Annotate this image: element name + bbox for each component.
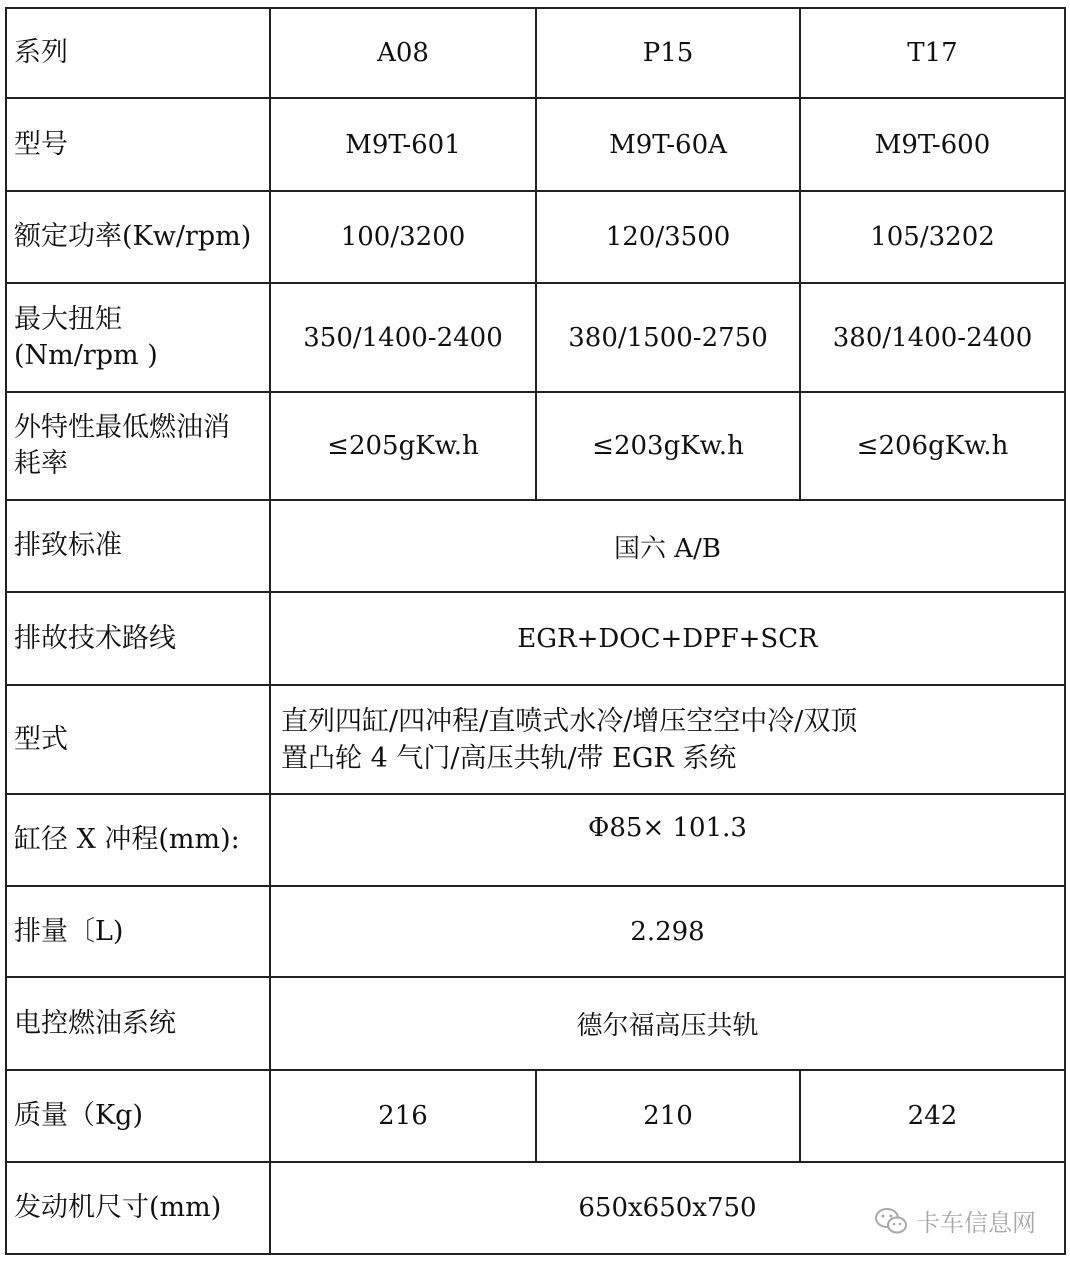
label-engine-type: 型式 xyxy=(6,685,270,794)
fuel-3: ≤206gKw.h xyxy=(800,392,1065,500)
label-fuel-line1: 外特性最低燃油消 xyxy=(14,412,230,443)
label-model: 型号 xyxy=(6,98,270,191)
watermark xyxy=(874,1203,1036,1238)
engine-type-line2: 置凸轮 4 气门/高压共轨/带 EGR 系统 xyxy=(281,742,737,774)
label-rated-power: 额定功率(Kw/rpm) xyxy=(6,191,270,283)
label-fuel-system: 电控燃油系统 xyxy=(6,977,270,1070)
row-series xyxy=(6,8,1065,98)
label-emission-standard: 排致标准 xyxy=(6,500,270,592)
model-1: M9T-601 xyxy=(270,98,536,191)
torque-2: 380/1500-2750 xyxy=(536,283,800,392)
power-3: 105/3202 xyxy=(800,191,1065,283)
torque-3: 380/1400-2400 xyxy=(800,283,1065,392)
row-rated-power xyxy=(6,191,1065,283)
row-technical-route xyxy=(6,592,1065,685)
engine-type-line1: 直列四缸/四冲程/直喷式水冷/增压空空中冷/双顶 xyxy=(281,705,858,737)
label-displacement: 排量〔L) xyxy=(6,886,270,977)
bore-stroke-value: Φ85× 101.3 xyxy=(270,794,1065,886)
engine-spec-table xyxy=(5,7,1066,1255)
mass-3: 242 xyxy=(800,1070,1065,1162)
fuel-system-value: 德尔福高压共轨 xyxy=(270,977,1065,1070)
displacement-value: 2.298 xyxy=(270,886,1065,977)
mass-2: 210 xyxy=(536,1070,800,1162)
power-1: 100/3200 xyxy=(270,191,536,283)
fuel-2: ≤203gKw.h xyxy=(536,392,800,500)
row-model xyxy=(6,98,1065,191)
row-fuel-consumption xyxy=(6,392,1065,500)
label-max-torque-line1: 最大扭矩 xyxy=(14,303,122,335)
label-max-torque-line2: (Nm/rpm ) xyxy=(14,339,158,371)
engine-type-value xyxy=(270,685,1065,794)
row-emission-standard xyxy=(6,500,1065,592)
model-3: M9T-600 xyxy=(800,98,1065,191)
series-p15: P15 xyxy=(536,8,800,98)
series-t17: T17 xyxy=(800,8,1065,98)
watermark-text: 卡车信息网 xyxy=(916,1209,1036,1237)
mass-1: 216 xyxy=(270,1070,536,1162)
emission-value: 国六 A/B xyxy=(270,500,1065,592)
row-engine-type xyxy=(6,685,1065,794)
label-technical-route: 排故技术路线 xyxy=(6,592,270,685)
label-mass: 质量（Kg) xyxy=(6,1070,270,1162)
label-fuel-consumption xyxy=(6,392,270,500)
label-fuel-line2: 耗率 xyxy=(14,448,68,479)
label-bore-stroke: 缸径 X 冲程(mm): xyxy=(6,794,270,886)
route-value: EGR+DOC+DPF+SCR xyxy=(270,592,1065,685)
row-bore-stroke xyxy=(6,794,1065,886)
row-mass xyxy=(6,1070,1065,1162)
label-series: 系列 xyxy=(6,8,270,98)
wechat-icon xyxy=(874,1207,908,1235)
row-fuel-system xyxy=(6,977,1065,1070)
label-max-torque xyxy=(6,283,270,392)
model-2: M9T-60A xyxy=(536,98,800,191)
engine-size-value: 650x650x750 xyxy=(270,1162,1065,1254)
row-displacement xyxy=(6,886,1065,977)
fuel-1: ≤205gKw.h xyxy=(270,392,536,500)
label-engine-size: 发动机尺寸(mm) xyxy=(6,1162,270,1254)
power-2: 120/3500 xyxy=(536,191,800,283)
series-a08: A08 xyxy=(270,8,536,98)
torque-1: 350/1400-2400 xyxy=(270,283,536,392)
row-max-torque xyxy=(6,283,1065,392)
